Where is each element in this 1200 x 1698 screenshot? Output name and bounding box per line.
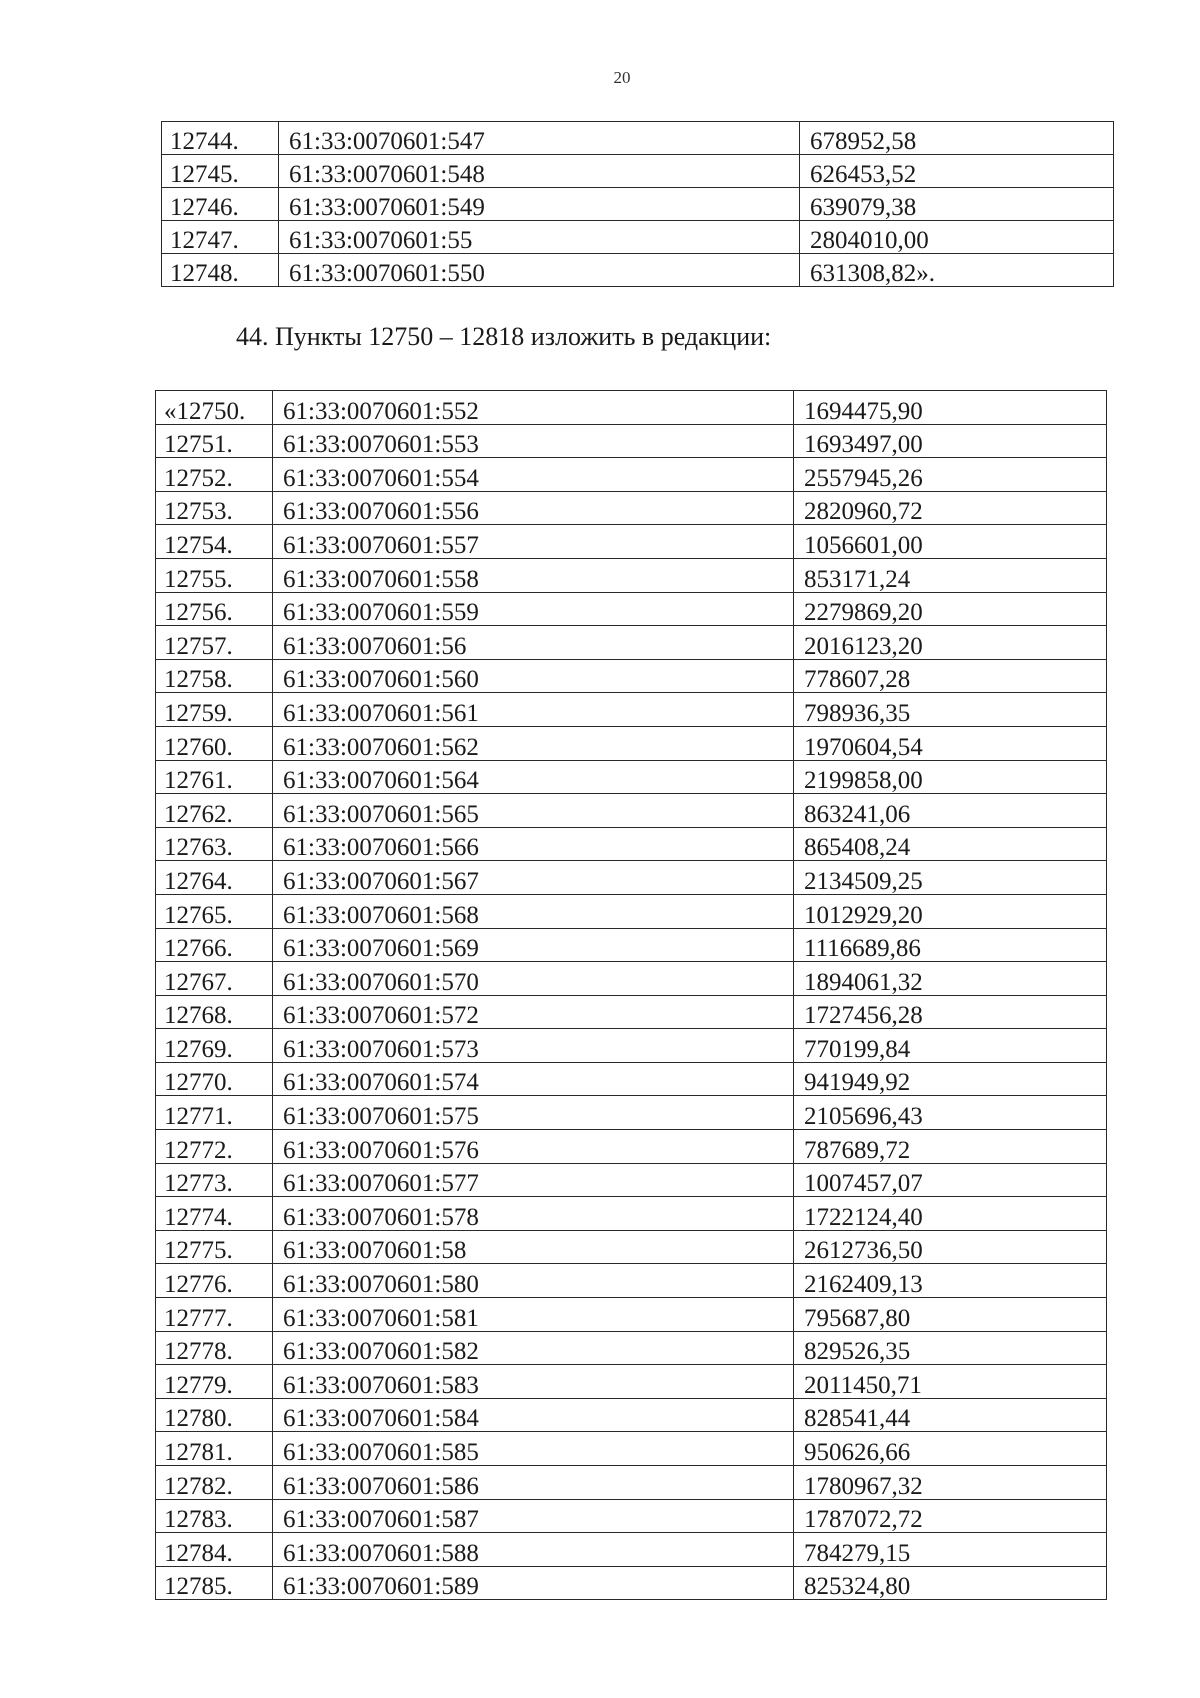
cadastral-number: 61:33:0070601:587 [273, 1499, 794, 1533]
cadastral-number: 61:33:0070601:574 [273, 1062, 794, 1096]
table-row [156, 1533, 1107, 1567]
cadastral-value: 787689,72 [794, 1130, 1107, 1164]
cadastral-value: 784279,15 [794, 1533, 1107, 1567]
cadastral-number: 61:33:0070601:588 [273, 1533, 794, 1567]
row-number: 12757. [156, 626, 273, 660]
row-number: 12764. [156, 861, 273, 895]
table-row [156, 1466, 1107, 1500]
table-row [156, 1566, 1107, 1600]
cadastral-value: 778607,28 [794, 659, 1107, 693]
table-row [156, 1432, 1107, 1466]
cadastral-value: 678952,58 [800, 122, 1114, 155]
cadastral-value: 2105696,43 [794, 1096, 1107, 1130]
cadastral-number: 61:33:0070601:576 [273, 1130, 794, 1164]
table-row [162, 221, 1114, 254]
cadastral-value: 770199,84 [794, 1029, 1107, 1063]
top-table [161, 121, 1114, 287]
row-number: 12777. [156, 1298, 273, 1332]
page-number: 20 [613, 68, 631, 87]
cadastral-number: 61:33:0070601:583 [273, 1365, 794, 1399]
cadastral-value: 639079,38 [800, 188, 1114, 221]
table-row [156, 1264, 1107, 1298]
cadastral-value: 865408,24 [794, 827, 1107, 861]
row-number: 12745. [162, 155, 279, 188]
cadastral-number: 61:33:0070601:549 [279, 188, 800, 221]
row-number: 12776. [156, 1264, 273, 1298]
cadastral-value: 2016123,20 [794, 626, 1107, 660]
table-row [156, 558, 1107, 592]
cadastral-value: 1007457,07 [794, 1163, 1107, 1197]
cadastral-value: 2804010,00 [800, 221, 1114, 254]
cadastral-value: 1116689,86 [794, 928, 1107, 962]
table-row [156, 1197, 1107, 1231]
cadastral-number: 61:33:0070601:565 [273, 794, 794, 828]
row-number: 12774. [156, 1197, 273, 1231]
cadastral-number: 61:33:0070601:578 [273, 1197, 794, 1231]
cadastral-number: 61:33:0070601:575 [273, 1096, 794, 1130]
cadastral-value: 1970604,54 [794, 726, 1107, 760]
cadastral-value: 1012929,20 [794, 894, 1107, 928]
table-row [156, 1163, 1107, 1197]
row-number: 12773. [156, 1163, 273, 1197]
cadastral-value: 2279869,20 [794, 592, 1107, 626]
row-number: 12771. [156, 1096, 273, 1130]
cadastral-number: 61:33:0070601:585 [273, 1432, 794, 1466]
table-row [156, 928, 1107, 962]
section-caption: 44. Пункты 12750 – 12818 изложить в редакции: [236, 322, 772, 351]
cadastral-number: 61:33:0070601:58 [273, 1230, 794, 1264]
table-row [162, 188, 1114, 221]
table-row [156, 995, 1107, 1029]
row-number: 12761. [156, 760, 273, 794]
cadastral-number: 61:33:0070601:570 [273, 962, 794, 996]
table-row [156, 1331, 1107, 1365]
cadastral-number: 61:33:0070601:548 [279, 155, 800, 188]
cadastral-number: 61:33:0070601:55 [279, 221, 800, 254]
cadastral-value: 828541,44 [794, 1398, 1107, 1432]
cadastral-number: 61:33:0070601:582 [273, 1331, 794, 1365]
cadastral-value: 1694475,90 [794, 391, 1107, 425]
row-number: 12766. [156, 928, 273, 962]
cadastral-value: 2011450,71 [794, 1365, 1107, 1399]
row-number: 12767. [156, 962, 273, 996]
cadastral-value: 631308,82». [800, 254, 1114, 287]
table-row [156, 1298, 1107, 1332]
cadastral-value: 941949,92 [794, 1062, 1107, 1096]
cadastral-value: 1787072,72 [794, 1499, 1107, 1533]
row-number: 12779. [156, 1365, 273, 1399]
top-table-body [162, 122, 1114, 287]
row-number: 12752. [156, 458, 273, 492]
cadastral-value: 853171,24 [794, 558, 1107, 592]
row-number: 12783. [156, 1499, 273, 1533]
cadastral-value: 2820960,72 [794, 491, 1107, 525]
table-row [156, 1096, 1107, 1130]
table-row [156, 1230, 1107, 1264]
table-row [162, 254, 1114, 287]
row-number: 12780. [156, 1398, 273, 1432]
cadastral-value: 2199858,00 [794, 760, 1107, 794]
table-row [156, 962, 1107, 996]
cadastral-value: 825324,80 [794, 1566, 1107, 1600]
row-number: 12769. [156, 1029, 273, 1063]
cadastral-value: 1722124,40 [794, 1197, 1107, 1231]
table-row [156, 1398, 1107, 1432]
row-number: 12746. [162, 188, 279, 221]
cadastral-value: 2162409,13 [794, 1264, 1107, 1298]
cadastral-number: 61:33:0070601:553 [273, 424, 794, 458]
row-number: 12763. [156, 827, 273, 861]
table-row [156, 1029, 1107, 1063]
table-row [156, 760, 1107, 794]
cadastral-number: 61:33:0070601:573 [273, 1029, 794, 1063]
cadastral-number: 61:33:0070601:589 [273, 1566, 794, 1600]
cadastral-value: 2134509,25 [794, 861, 1107, 895]
table-row [156, 592, 1107, 626]
table-row [162, 122, 1114, 155]
table-row [156, 894, 1107, 928]
cadastral-number: 61:33:0070601:550 [279, 254, 800, 287]
row-number: 12775. [156, 1230, 273, 1264]
row-number: 12781. [156, 1432, 273, 1466]
cadastral-number: 61:33:0070601:562 [273, 726, 794, 760]
row-number: 12751. [156, 424, 273, 458]
cadastral-number: 61:33:0070601:581 [273, 1298, 794, 1332]
table-row [156, 626, 1107, 660]
cadastral-number: 61:33:0070601:564 [273, 760, 794, 794]
cadastral-number: 61:33:0070601:559 [273, 592, 794, 626]
cadastral-value: 1727456,28 [794, 995, 1107, 1029]
cadastral-value: 1894061,32 [794, 962, 1107, 996]
row-number: 12758. [156, 659, 273, 693]
row-number: 12784. [156, 1533, 273, 1567]
row-number: 12756. [156, 592, 273, 626]
cadastral-number: 61:33:0070601:572 [273, 995, 794, 1029]
cadastral-number: 61:33:0070601:556 [273, 491, 794, 525]
row-number: 12782. [156, 1466, 273, 1500]
row-number: «12750. [156, 391, 273, 425]
table-row [156, 861, 1107, 895]
table-row [156, 1130, 1107, 1164]
table-row [156, 1365, 1107, 1399]
table-row [156, 1499, 1107, 1533]
main-table [155, 390, 1107, 1600]
row-number: 12765. [156, 894, 273, 928]
cadastral-value: 829526,35 [794, 1331, 1107, 1365]
cadastral-number: 61:33:0070601:552 [273, 391, 794, 425]
cadastral-number: 61:33:0070601:577 [273, 1163, 794, 1197]
table-row [156, 491, 1107, 525]
row-number: 12762. [156, 794, 273, 828]
table-row [162, 155, 1114, 188]
row-number: 12759. [156, 693, 273, 727]
cadastral-value: 795687,80 [794, 1298, 1107, 1332]
table-row [156, 424, 1107, 458]
cadastral-number: 61:33:0070601:569 [273, 928, 794, 962]
row-number: 12768. [156, 995, 273, 1029]
table-row [156, 794, 1107, 828]
cadastral-value: 2557945,26 [794, 458, 1107, 492]
row-number: 12753. [156, 491, 273, 525]
cadastral-number: 61:33:0070601:566 [273, 827, 794, 861]
table-row [156, 391, 1107, 425]
row-number: 12748. [162, 254, 279, 287]
table-row [156, 827, 1107, 861]
cadastral-number: 61:33:0070601:568 [273, 894, 794, 928]
cadastral-value: 863241,06 [794, 794, 1107, 828]
table-row [156, 458, 1107, 492]
row-number: 12772. [156, 1130, 273, 1164]
row-number: 12755. [156, 558, 273, 592]
cadastral-value: 2612736,50 [794, 1230, 1107, 1264]
row-number: 12744. [162, 122, 279, 155]
row-number: 12778. [156, 1331, 273, 1365]
row-number: 12754. [156, 525, 273, 559]
table-row [156, 693, 1107, 727]
cadastral-number: 61:33:0070601:558 [273, 558, 794, 592]
row-number: 12785. [156, 1566, 273, 1600]
cadastral-number: 61:33:0070601:554 [273, 458, 794, 492]
cadastral-number: 61:33:0070601:586 [273, 1466, 794, 1500]
row-number: 12760. [156, 726, 273, 760]
main-table-body [156, 391, 1107, 1600]
cadastral-number: 61:33:0070601:557 [273, 525, 794, 559]
cadastral-number: 61:33:0070601:567 [273, 861, 794, 895]
cadastral-number: 61:33:0070601:560 [273, 659, 794, 693]
cadastral-number: 61:33:0070601:584 [273, 1398, 794, 1432]
cadastral-number: 61:33:0070601:580 [273, 1264, 794, 1298]
row-number: 12747. [162, 221, 279, 254]
cadastral-value: 1693497,00 [794, 424, 1107, 458]
cadastral-number: 61:33:0070601:561 [273, 693, 794, 727]
table-row [156, 525, 1107, 559]
table-row [156, 1062, 1107, 1096]
row-number: 12770. [156, 1062, 273, 1096]
cadastral-value: 1780967,32 [794, 1466, 1107, 1500]
cadastral-value: 798936,35 [794, 693, 1107, 727]
table-row [156, 726, 1107, 760]
cadastral-value: 950626,66 [794, 1432, 1107, 1466]
cadastral-value: 626453,52 [800, 155, 1114, 188]
cadastral-value: 1056601,00 [794, 525, 1107, 559]
cadastral-number: 61:33:0070601:56 [273, 626, 794, 660]
table-row [156, 659, 1107, 693]
cadastral-number: 61:33:0070601:547 [279, 122, 800, 155]
